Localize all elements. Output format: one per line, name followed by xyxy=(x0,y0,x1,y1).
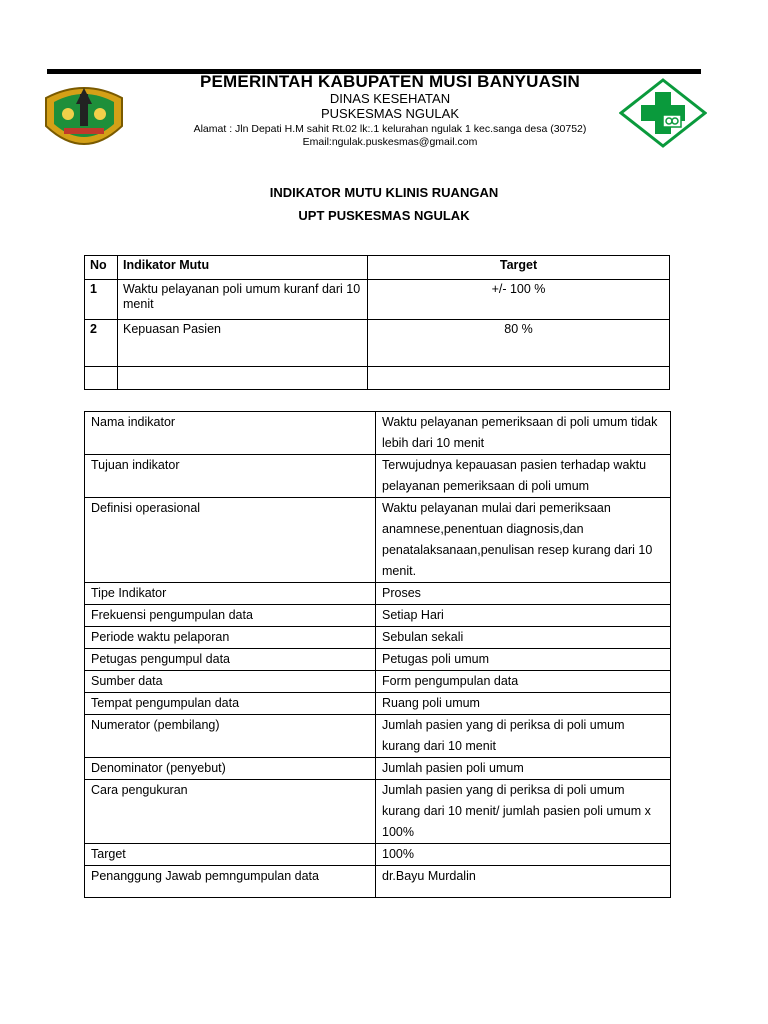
government-name: PEMERINTAH KABUPATEN MUSI BANYUASIN xyxy=(199,72,581,91)
row-label: Cara pengukuran xyxy=(85,780,376,844)
table-row xyxy=(85,844,671,866)
row-target xyxy=(368,367,670,390)
row-value: Ruang poli umum xyxy=(376,693,671,715)
clinic-name: PUSKESMAS NGULAK xyxy=(321,106,459,121)
address-line: Alamat : Jln Depati H.M sahit Rt.02 lk:.1 kelurahan ngulak 1 kec.sanga desa (30752) xyxy=(193,123,587,135)
document-subtitle: UPT PUSKESMAS NGULAK xyxy=(298,208,470,223)
table-row xyxy=(85,715,671,758)
header-indicator: Indikator Mutu xyxy=(118,256,368,280)
table-row xyxy=(85,780,671,844)
table-row xyxy=(85,605,671,627)
table-row xyxy=(85,866,671,898)
table-row xyxy=(85,320,670,367)
row-label: Frekuensi pengumpulan data xyxy=(85,605,376,627)
row-value: Proses xyxy=(376,583,671,605)
table-row xyxy=(85,412,671,455)
row-label: Periode waktu pelaporan xyxy=(85,627,376,649)
table-row xyxy=(85,649,671,671)
row-label: Nama indikator xyxy=(85,412,376,455)
row-label: Tempat pengumpulan data xyxy=(85,693,376,715)
table-row xyxy=(85,455,671,498)
document-title: INDIKATOR MUTU KLINIS RUANGAN xyxy=(269,185,499,200)
header-target: Target xyxy=(368,256,670,280)
row-value: Terwujudnya kepauasan pasien terhadap waktu pelayanan pemeriksaan di poli umum xyxy=(376,455,671,498)
table-row xyxy=(85,583,671,605)
row-indicator xyxy=(118,367,368,390)
row-target: +/- 100 % xyxy=(368,280,670,320)
row-label: Petugas pengumpul data xyxy=(85,649,376,671)
row-label: Tipe Indikator xyxy=(85,583,376,605)
table-header-row xyxy=(85,256,670,280)
table-row xyxy=(85,627,671,649)
table-row xyxy=(85,498,671,583)
regency-emblem-icon xyxy=(40,80,128,156)
row-value: 100% xyxy=(376,844,671,866)
header-no: No xyxy=(85,256,118,280)
indicator-detail-table xyxy=(84,411,671,898)
row-label: Tujuan indikator xyxy=(85,455,376,498)
row-value: Jumlah pasien poli umum xyxy=(376,758,671,780)
row-no: 1 xyxy=(85,280,118,320)
row-target: 80 % xyxy=(368,320,670,367)
email-line: Email:ngulak.puskesmas@gmail.com xyxy=(302,136,478,148)
row-label: Definisi operasional xyxy=(85,498,376,583)
table-row xyxy=(85,367,670,390)
row-label: Denominator (penyebut) xyxy=(85,758,376,780)
table-row xyxy=(85,671,671,693)
row-label: Target xyxy=(85,844,376,866)
table-row xyxy=(85,758,671,780)
row-label: Numerator (pembilang) xyxy=(85,715,376,758)
row-value: Form pengumpulan data xyxy=(376,671,671,693)
letterhead xyxy=(130,72,650,149)
row-value: Jumlah pasien yang di periksa di poli umum kurang dari 10 menit/ jumlah pasien poli umum x 100% xyxy=(376,780,671,844)
row-value: Jumlah pasien yang di periksa di poli umum kurang dari 10 menit xyxy=(376,715,671,758)
row-value: dr.Bayu Murdalin xyxy=(376,866,671,898)
row-value: Petugas poli umum xyxy=(376,649,671,671)
row-label: Penanggung Jawab pemngumpulan data xyxy=(85,866,376,898)
row-label: Sumber data xyxy=(85,671,376,693)
row-indicator: Kepuasan Pasien xyxy=(118,320,368,367)
row-value: Waktu pelayanan pemeriksaan di poli umum tidak lebih dari 10 menit xyxy=(376,412,671,455)
department-name: DINAS KESEHATAN xyxy=(329,91,451,106)
row-value: Setiap Hari xyxy=(376,605,671,627)
indicator-summary-table xyxy=(84,255,670,390)
row-no: 2 xyxy=(85,320,118,367)
row-value: Sebulan sekali xyxy=(376,627,671,649)
row-value: Waktu pelayanan mulai dari pemeriksaan anamnese,penentuan diagnosis,dan penatalaksanaan,penulisan resep kurang dari 10 menit. xyxy=(376,498,671,583)
table-row xyxy=(85,693,671,715)
row-no xyxy=(85,367,118,390)
row-indicator: Waktu pelayanan poli umum kuranf dari 10 menit xyxy=(118,280,368,320)
table-row xyxy=(85,280,670,320)
